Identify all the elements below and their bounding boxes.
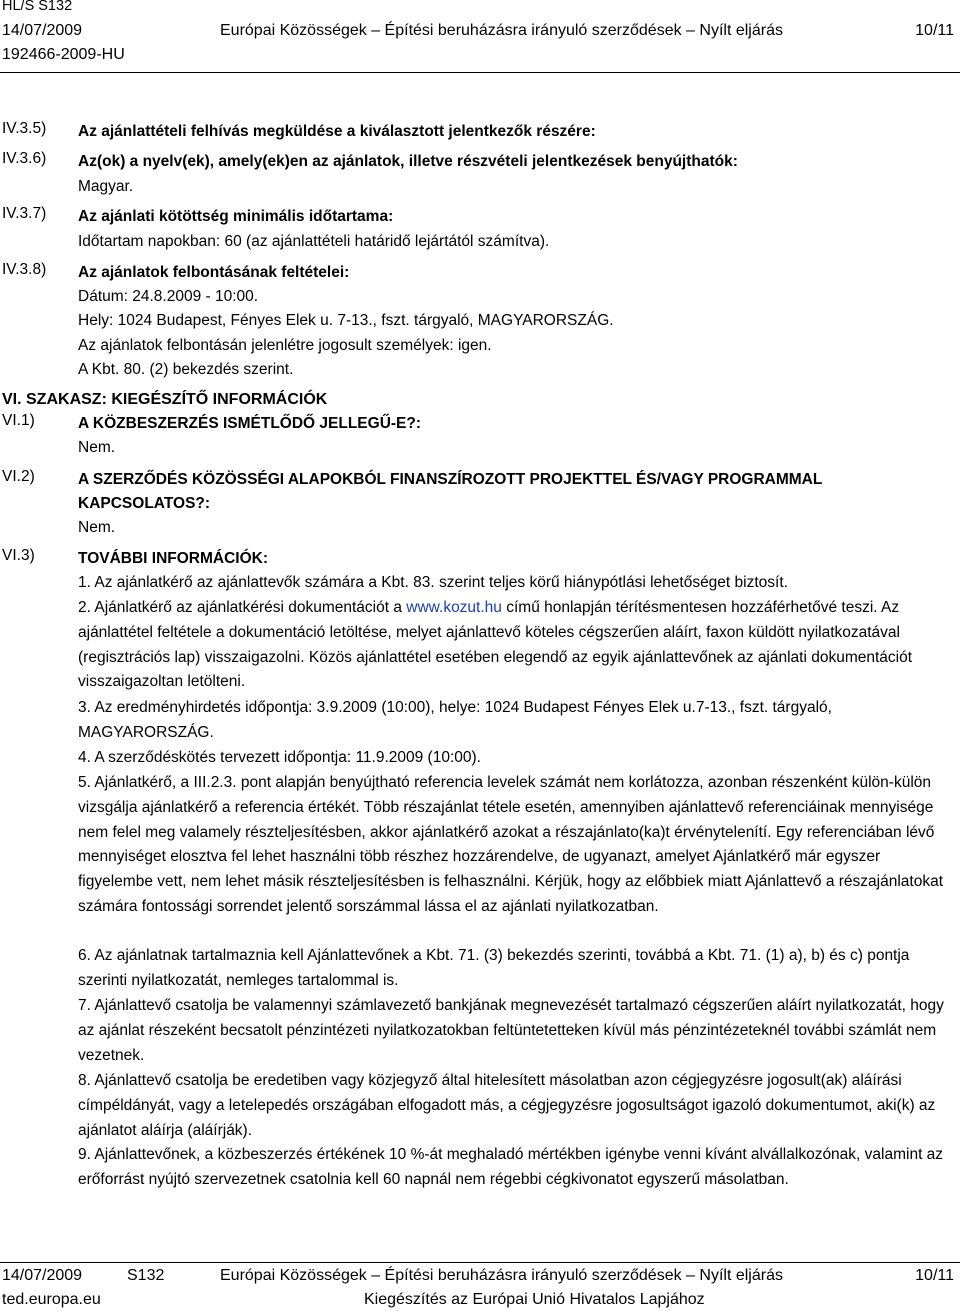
footer-office: Kiegészítés az Európai Unió Hivatalos Lapjához <box>364 1291 705 1308</box>
section-number: IV.3.6) <box>2 150 47 167</box>
doc-id: HL/S S132 <box>2 0 73 14</box>
section-value: Nem. <box>78 519 116 536</box>
opening-place: Hely: 1024 Budapest, Fényes Elek u. 7-13., fszt. tárgyaló, MAGYARORSZÁG. <box>78 312 614 329</box>
section-value: Időtartam napokban: 60 (az ajánlattételi határidő lejártától számítva). <box>78 233 550 250</box>
footer-series: S132 <box>127 1267 165 1284</box>
footer-site[interactable]: ted.europa.eu <box>2 1291 101 1308</box>
info-paragraph-1: 1. Az ajánlatkérő az ajánlattevők számára a Kbt. 83. szerint teljes körű hiánypótlási lehetőséget biztosít. <box>78 574 788 591</box>
section-value: Magyar. <box>78 178 134 195</box>
opening-attendance: Az ajánlatok felbontásán jelenlétre jogosult személyek: igen. <box>78 337 492 354</box>
header-ref: 192466-2009-HU <box>2 46 125 63</box>
section-title: A KÖZBESZERZÉS ISMÉTLŐDŐ JELLEGŰ-E?: <box>78 415 422 432</box>
section-title: Az(ok) a nyelv(ek), amely(ek)en az ajánlatok, illetve részvételi jelentkezések benyújthatók: <box>78 153 738 170</box>
info-paragraph-6: 6. Az ajánlatnak tartalmaznia kell Ajánlattevőnek a Kbt. 71. (3) bekezdés szerinti, továbbá a Kbt. 71. (1) a), b) és c) pontja szerinti nyilatkozatát, nemleges tartalommal is. <box>78 947 910 989</box>
info-paragraph-8: 8. Ajánlattevő csatolja be eredetiben vagy közjegyző által hitelesített másolatban azon cégjegyzésre jogosult(ak) aláírási címpéldányát, vagy a letelepedés országában elfogadott más, a cégjegyzésre jogosultságot igazoló dokumentumot, aki(k) az ajánlatot aláírja (aláírják). <box>78 1072 936 1139</box>
section-title-cont: KAPCSOLATOS?: <box>78 495 211 512</box>
section-number: IV.3.8) <box>2 261 47 278</box>
section-title: Az ajánlati kötöttség minimális időtartama: <box>78 208 394 225</box>
section-number: IV.3.5) <box>2 120 47 137</box>
section-title: TOVÁBBI INFORMÁCIÓK: <box>78 550 269 567</box>
section-title: Az ajánlatok felbontásának feltételei: <box>78 264 350 281</box>
section-value: Nem. <box>78 439 116 456</box>
footer-rule <box>0 1262 960 1263</box>
opening-date: Dátum: 24.8.2009 - 10:00. <box>78 288 259 305</box>
info-paragraph-5: 5. Ajánlatkérő, a III.2.3. pont alapján benyújtható referencia levelek számát nem korlátozza, azonban részenként külön-külön vizsgálja ajánlatkérő a referencia értékét. Több részajánlat tétele esetén, amennyiben ajánlattevő referenciáinak mennyisége nem felel meg valamely részteljesítésben, akkor ajánlatkérő azokat a részajánlato(ka)t érvénytelenítí. Egy referenciában lévő mennyiséget elosztva fel lehet használni több részhez hozzárendelve, de ugyanazt, amelyet Ajánlatkérő már egyszer figyelembe vett, nem lehet másik részteljesítésben is felhasználni. Kérjük, hogy az előbbiek miatt Ajánlattevő a részajánlatokat számára fontossági sorrendet jelentő sorszámmal lássa el az ajánlati nyilatkozatban. <box>78 774 944 915</box>
section-number: IV.3.7) <box>2 205 47 222</box>
header-page: 10/11 <box>915 22 954 39</box>
header-rule <box>0 72 960 73</box>
info-paragraph-9: 9. Ajánlattevőnek, a közbeszerzés értékének 10 %-át meghaladó mértékben igénybe venni kívánt alvállalkozónak, valamint az erőforrást nyújtó szervezetnek csatolnia kell 60 napnál nem régebbi cégkivonatot egyszerű másolatban. <box>78 1146 944 1188</box>
info-paragraph-7: 7. Ajánlattevő csatolja be valamennyi számlavezető bankjának megnevezését tartalmazó cégszerűen aláírt nyilatkozatát, hogy az ajánlat részeként becsatolt pénzintézeti nyilatkozatokban feltüntetetteken kívül más pénzintézeteknél további számlát nem vezetnek. <box>78 997 944 1064</box>
section-title: A SZERZŐDÉS KÖZÖSSÉGI ALAPOKBÓL FINANSZÍROZOTT PROJEKTTEL ÉS/VAGY PROGRAMMAL <box>78 471 823 488</box>
footer-date: 14/07/2009 <box>2 1267 83 1284</box>
footer-page: 10/11 <box>915 1267 954 1284</box>
header-date: 14/07/2009 <box>2 22 83 39</box>
section-number: VI.2) <box>2 468 35 485</box>
info-paragraph-2: 2. Ajánlatkérő az ajánlatkérési dokumentációt a www.kozut.hu című honlapján térítésmentesen hozzáférhetővé teszi. Az ajánlattétel feltétele a dokumentáció letöltése, melyet ajánlattevő köteles cégszerűen aláírt, faxon küldött nyilatkozatával (regisztrációs lap) visszaigazolni. Közös ajánlattétel esetében elegendő az egyik ajánlattevőnek az ajánlati dokumentációt visszaigazoltan letölteni. <box>78 599 913 691</box>
section-title: Az ajánlattételi felhívás megküldése a kiválasztott jelentkezők részére: <box>78 123 596 140</box>
info-paragraph-3: 3. Az eredményhirdetés időpontja: 3.9.2009 (10:00), helye: 1024 Budapest Fényes Elek u.7-13., fszt. tárgyaló, MAGYARORSZÁG. <box>78 699 832 741</box>
footer-title: Európai Közösségek – Építési beruházásra irányuló szerződések – Nyílt eljárás <box>220 1267 783 1284</box>
section-number: VI.3) <box>2 547 35 564</box>
section-number: VI.1) <box>2 412 35 429</box>
website-link[interactable]: www.kozut.hu <box>406 599 502 616</box>
opening-legal-basis: A Kbt. 80. (2) bekezdés szerint. <box>78 361 294 378</box>
info-paragraph-4: 4. A szerződéskötés tervezett időpontja: 11.9.2009 (10:00). <box>78 749 481 766</box>
header-title: Európai Közösségek – Építési beruházásra irányuló szerződések – Nyílt eljárás <box>220 22 783 39</box>
part-heading: VI. SZAKASZ: KIEGÉSZÍTŐ INFORMÁCIÓK <box>2 391 328 408</box>
